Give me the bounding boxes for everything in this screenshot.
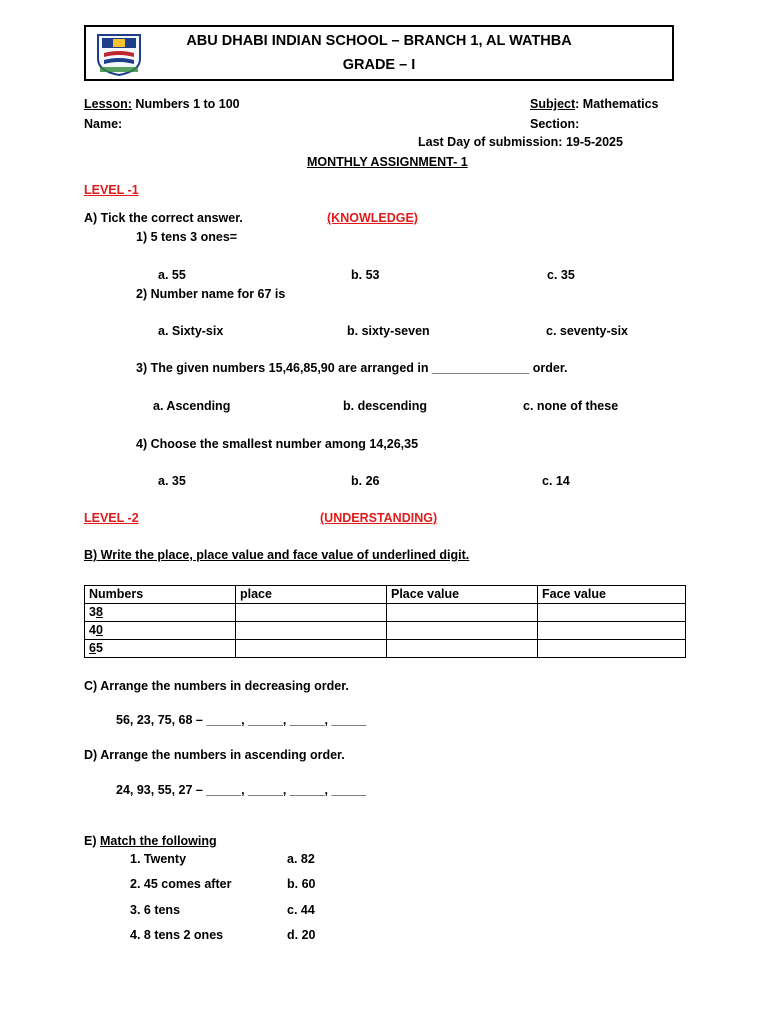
section-a-heading: A) Tick the correct answer.	[84, 211, 243, 225]
grade-title: GRADE – I	[342, 57, 416, 73]
match-left-4: 4. 8 tens 2 ones	[130, 928, 224, 942]
face-value-answer-cell[interactable]	[538, 604, 686, 622]
section-e-heading: E) Match the following	[84, 834, 217, 848]
underlined-digit: 0	[95, 623, 103, 637]
face-value-answer-cell[interactable]	[538, 640, 686, 658]
table-row	[85, 622, 686, 640]
place-answer-cell[interactable]	[236, 622, 387, 640]
underlined-digit: 6	[89, 641, 96, 655]
section-d-numbers: 24, 93, 55, 27 – _____, _____, _____, _____	[116, 783, 367, 797]
header-place: place	[236, 586, 387, 604]
question-3-option-a: a. Ascending	[153, 399, 231, 413]
lesson-value: Numbers 1 to 100	[131, 97, 240, 111]
question-3-option-c: c. none of these	[523, 399, 619, 413]
match-left-3: 3. 6 tens	[130, 903, 181, 917]
section-c-numbers: 56, 23, 75, 68 – _____, _____, _____, _____	[116, 713, 367, 727]
lesson-line	[84, 97, 240, 111]
question-4: 4) Choose the smallest number among 14,26,35	[136, 437, 419, 451]
underlined-digit: 8	[95, 605, 103, 619]
question-3-option-b: b. descending	[343, 399, 428, 413]
place-answer-cell[interactable]	[236, 604, 387, 622]
question-1-option-c: c. 35	[547, 268, 575, 282]
header-numbers: Numbers	[85, 586, 236, 604]
question-2-option-b: b. sixty-seven	[347, 324, 430, 338]
place-value-answer-cell[interactable]	[387, 622, 538, 640]
table-row	[85, 640, 686, 658]
place-value-answer-cell[interactable]	[387, 640, 538, 658]
subject-line	[530, 97, 659, 111]
submission-date: Last Day of submission: 19-5-2025	[418, 135, 623, 149]
question-1-option-a: a. 55	[158, 268, 186, 282]
number-cell: 38	[85, 604, 236, 622]
knowledge-tag: (KNOWLEDGE)	[327, 211, 418, 225]
number-cell: 40	[85, 622, 236, 640]
question-3: 3) The given numbers 15,46,85,90 are arranged in ______________ order.	[136, 361, 568, 375]
assignment-title: MONTHLY ASSIGNMENT- 1	[307, 155, 468, 169]
table-header-row	[85, 586, 686, 604]
match-right-4: d. 20	[287, 928, 316, 942]
question-1-option-b: b. 53	[351, 268, 380, 282]
question-4-option-c: c. 14	[542, 474, 570, 488]
subject-label: Subject	[530, 97, 576, 111]
subject-value: : Mathematics	[575, 97, 659, 111]
match-right-2: b. 60	[287, 877, 316, 891]
level-1-label: LEVEL -1	[84, 183, 139, 197]
place-value-table	[84, 585, 686, 658]
understanding-tag: (UNDERSTANDING)	[320, 511, 438, 525]
section-b-heading: B) Write the place, place value and face value of underlined digit.	[84, 548, 470, 562]
match-right-1: a. 82	[287, 852, 315, 866]
header-face-value: Face value	[538, 586, 686, 604]
question-2-option-a: a. Sixty-six	[158, 324, 224, 338]
question-2-option-c: c. seventy-six	[546, 324, 628, 338]
place-answer-cell[interactable]	[236, 640, 387, 658]
question-2: 2) Number name for 67 is	[136, 287, 286, 301]
match-left-1: 1. Twenty	[130, 852, 187, 866]
header-place-value: Place value	[387, 586, 538, 604]
lesson-label: Lesson:	[84, 97, 132, 111]
question-4-option-b: b. 26	[351, 474, 380, 488]
section-c-heading: C) Arrange the numbers in decreasing order.	[84, 679, 349, 693]
question-4-option-a: a. 35	[158, 474, 186, 488]
number-cell: 65	[85, 640, 236, 658]
section-d-heading: D) Arrange the numbers in ascending order.	[84, 748, 345, 762]
table-row	[85, 604, 686, 622]
section-e-title: Match the following	[99, 834, 217, 848]
school-header	[84, 25, 674, 81]
match-right-3: c. 44	[287, 903, 315, 917]
place-value-answer-cell[interactable]	[387, 604, 538, 622]
face-value-answer-cell[interactable]	[538, 622, 686, 640]
name-label: Name:	[84, 117, 123, 131]
question-1: 1) 5 tens 3 ones=	[136, 230, 238, 244]
match-left-2: 2. 45 comes after	[130, 877, 232, 891]
section-label: Section:	[530, 117, 580, 131]
school-name: ABU DHABI INDIAN SCHOOL – BRANCH 1, AL WATHBA	[186, 33, 572, 49]
level-2-label: LEVEL -2	[84, 511, 139, 525]
